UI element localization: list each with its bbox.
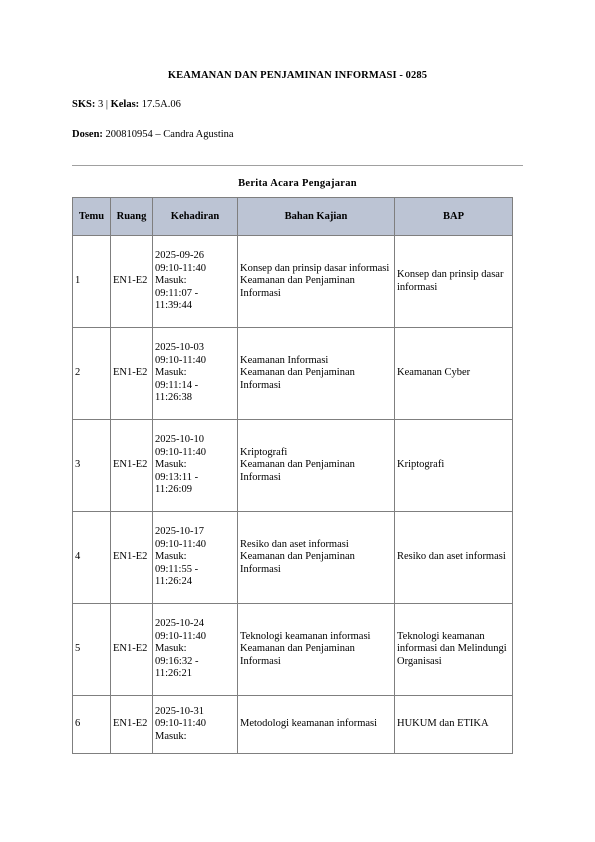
table-row	[73, 328, 513, 420]
kehadiran-keluar-time: 11:26:21	[155, 668, 192, 680]
cell-temu: 5	[73, 604, 111, 696]
header-bahan-kajian: Bahan Kajian	[238, 198, 395, 236]
cell-bahan-kajian	[238, 604, 395, 696]
kehadiran-masuk-time: 09:13:11 -	[155, 471, 199, 483]
cell-bahan-kajian	[238, 420, 395, 512]
cell-bahan-kajian	[238, 236, 395, 328]
bahan-topic: Konsep dan prinsip dasar informasi	[240, 262, 390, 274]
bap-table	[72, 197, 513, 754]
cell-bap: HUKUM dan ETIKA	[395, 696, 513, 754]
kehadiran-schedule: 09:10-11:40	[155, 262, 206, 274]
table-row	[73, 512, 513, 604]
kehadiran-date: 2025-10-17	[155, 526, 204, 538]
cell-bap: Resiko dan aset informasi	[395, 512, 513, 604]
cell-bahan-kajian	[238, 512, 395, 604]
kehadiran-masuk-time: 09:11:55 -	[155, 563, 199, 575]
cell-bap: Keamanan Cyber	[395, 328, 513, 420]
cell-bahan-kajian	[238, 328, 395, 420]
cell-bahan-kajian	[238, 696, 395, 754]
cell-kehadiran	[153, 512, 238, 604]
kehadiran-masuk-label: Masuk:	[155, 551, 187, 563]
kehadiran-masuk-label: Masuk:	[155, 730, 187, 742]
header-kehadiran: Kehadiran	[153, 198, 238, 236]
bahan-topic: Keamanan Informasi	[240, 354, 329, 366]
dosen-value: 200810954 – Candra Agustina	[102, 129, 234, 140]
kehadiran-masuk-time: 09:11:14 -	[155, 379, 199, 391]
kehadiran-masuk-label: Masuk:	[155, 459, 187, 471]
kelas-label: Kelas:	[110, 99, 140, 110]
header-bap: BAP	[395, 198, 513, 236]
kehadiran-date: 2025-10-31	[155, 705, 204, 717]
kehadiran-masuk-label: Masuk:	[155, 275, 187, 287]
bahan-course: Keamanan dan Penjaminan Informasi	[240, 367, 355, 391]
bahan-course: Keamanan dan Penjaminan Informasi	[240, 551, 355, 575]
cell-temu: 4	[73, 512, 111, 604]
cell-temu: 3	[73, 420, 111, 512]
kehadiran-keluar-time: 11:26:38	[155, 392, 192, 404]
dosen-label: Dosen:	[72, 129, 103, 140]
course-meta-sks-kelas	[72, 99, 181, 110]
kehadiran-masuk-time: 09:11:07 -	[155, 287, 199, 299]
table-row	[73, 420, 513, 512]
course-meta-dosen	[72, 129, 234, 140]
cell-kehadiran	[153, 420, 238, 512]
cell-ruang: EN1-E2	[111, 512, 153, 604]
kehadiran-schedule: 09:10-11:40	[155, 630, 206, 642]
kehadiran-keluar-time: 11:39:44	[155, 300, 192, 312]
kehadiran-schedule: 09:10-11:40	[155, 718, 206, 730]
cell-bap: Konsep dan prinsip dasar informasi	[395, 236, 513, 328]
cell-kehadiran	[153, 236, 238, 328]
kehadiran-schedule: 09:10-11:40	[155, 354, 206, 366]
kehadiran-date: 2025-09-26	[155, 250, 204, 262]
cell-ruang: EN1-E2	[111, 420, 153, 512]
table-row	[73, 236, 513, 328]
header-ruang: Ruang	[111, 198, 153, 236]
bahan-course: Keamanan dan Penjaminan Informasi	[240, 643, 355, 667]
kehadiran-masuk-time: 09:16:32 -	[155, 655, 199, 667]
kehadiran-schedule: 09:10-11:40	[155, 538, 206, 550]
cell-ruang: EN1-E2	[111, 328, 153, 420]
cell-ruang: EN1-E2	[111, 604, 153, 696]
cell-kehadiran	[153, 604, 238, 696]
cell-kehadiran	[153, 328, 238, 420]
table-header-row	[73, 198, 513, 236]
sks-value: 3 |	[95, 99, 111, 110]
page-title: KEAMANAN DAN PENJAMINAN INFORMASI - 0285	[167, 70, 428, 81]
bahan-topic: Kriptografi	[240, 446, 288, 458]
section-title: Berita Acara Pengajaran	[238, 178, 357, 189]
kehadiran-masuk-label: Masuk:	[155, 643, 187, 655]
cell-ruang: EN1-E2	[111, 236, 153, 328]
kehadiran-masuk-label: Masuk:	[155, 367, 187, 379]
kehadiran-date: 2025-10-24	[155, 618, 204, 630]
cell-bap: Kriptografi	[395, 420, 513, 512]
table-row	[73, 696, 513, 754]
cell-ruang: EN1-E2	[111, 696, 153, 754]
kehadiran-keluar-time: 11:26:24	[155, 576, 192, 588]
header-temu: Temu	[73, 198, 111, 236]
sks-label: SKS:	[72, 99, 96, 110]
cell-bap: Teknologi keamanan informasi dan Melindungi Organisasi	[395, 604, 513, 696]
kehadiran-date: 2025-10-10	[155, 434, 204, 446]
bahan-topic: Resiko dan aset informasi	[240, 538, 349, 550]
bahan-topic: Teknologi keamanan informasi	[240, 630, 371, 642]
cell-kehadiran	[153, 696, 238, 754]
bahan-topic: Metodologi keamanan informasi	[240, 718, 378, 730]
cell-temu: 2	[73, 328, 111, 420]
kehadiran-date: 2025-10-03	[155, 342, 204, 354]
horizontal-divider	[72, 165, 523, 166]
kehadiran-schedule: 09:10-11:40	[155, 446, 206, 458]
kehadiran-keluar-time: 11:26:09	[155, 484, 192, 496]
cell-temu: 1	[73, 236, 111, 328]
table-row	[73, 604, 513, 696]
bahan-course: Keamanan dan Penjaminan Informasi	[240, 459, 355, 483]
cell-temu: 6	[73, 696, 111, 754]
kelas-value: 17.5A.06	[139, 99, 181, 110]
bahan-course: Keamanan dan Penjaminan Informasi	[240, 275, 355, 299]
